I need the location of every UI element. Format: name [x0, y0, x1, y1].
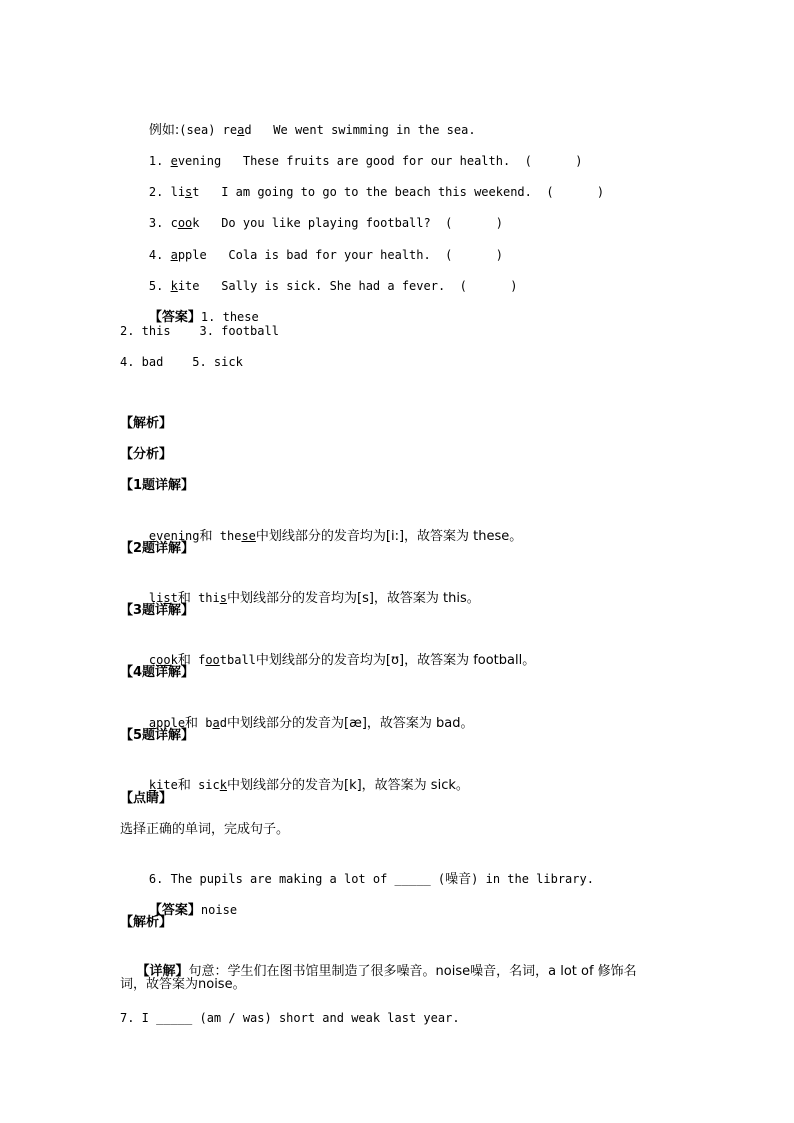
- detail-5-title: 【5题详解】: [120, 728, 195, 743]
- answer-label: 【答案】: [148, 903, 201, 918]
- example-sentence: We went swimming in the sea.: [273, 123, 476, 137]
- q6-answer: 【答案】noise: [148, 903, 238, 918]
- q6-analysis-heading: 【解析】: [120, 915, 173, 930]
- dianjing-text: 选择正确的单词，完成句子。: [120, 822, 290, 837]
- answer-paren: ( ): [459, 279, 518, 293]
- question-2: 2. list I am going to go to the beach this weekend. ( ): [148, 185, 605, 199]
- detail-4-text: apple和 bad中划线部分的发音为[æ]，故答案为 bad。: [148, 716, 474, 731]
- example-paren-word: (sea): [179, 123, 216, 137]
- q6-detail-line-2: 词，故答案为noise。: [120, 977, 246, 992]
- detail-3-text: cook和 football中划线部分的发音均为[ʊ]，故答案为 football。: [148, 653, 536, 668]
- answer-paren: ( ): [445, 216, 503, 230]
- detail-1-text: evening和 these中划线部分的发音均为[i:]，故答案为 these。: [148, 529, 523, 544]
- example-prefix: 例如:: [148, 123, 180, 138]
- answer-paren: ( ): [546, 185, 605, 199]
- question-sentence: Do you like playing football?: [221, 216, 431, 230]
- question-7: 7. I _____ (am / was) short and weak last year.: [120, 1011, 460, 1025]
- answer-label: 【答案】: [148, 310, 201, 325]
- q6-detail-line-1: 【详解】句意：学生们在图书馆里制造了很多噪音。noise噪音，名词，a lot of 修饰名: [136, 964, 637, 979]
- detail-1-title: 【1题详解】: [120, 478, 195, 493]
- detail-5-text: kite和 sick中划线部分的发音为[k]，故答案为 sick。: [148, 778, 469, 793]
- question-4: 4. apple Cola is bad for your health. ( ): [148, 248, 503, 262]
- detail-2-title: 【2题详解】: [120, 541, 195, 556]
- question-1: 1. evening These fruits are good for our health. ( ): [148, 154, 583, 168]
- question-word: list: [170, 185, 200, 199]
- question-word: apple: [170, 248, 207, 262]
- answer-paren: ( ): [524, 154, 583, 168]
- analysis-heading: 【解析】: [120, 416, 173, 431]
- question-3: 3. cook Do you like playing football? ( ): [148, 216, 503, 230]
- answer-line-3: 4. bad 5. sick: [120, 355, 243, 369]
- question-sentence: These fruits are good for our health.: [242, 154, 511, 168]
- answer-paren: ( ): [445, 248, 503, 262]
- question-5: 5. kite Sally is sick. She had a fever. ( ): [148, 279, 518, 293]
- dianjing-heading: 【点睛】: [120, 791, 173, 806]
- question-word: kite: [170, 279, 200, 293]
- detail-3-title: 【3题详解】: [120, 603, 195, 618]
- question-sentence: I am going to go to the beach this weekend.: [221, 185, 532, 199]
- question-word: cook: [170, 216, 200, 230]
- question-sentence: Sally is sick. She had a fever.: [221, 279, 446, 293]
- detail-2-text: list和 this中划线部分的发音均为[s]，故答案为 this。: [148, 591, 480, 606]
- detail-4-title: 【4题详解】: [120, 665, 195, 680]
- question-sentence: Cola is bad for your health.: [228, 248, 431, 262]
- example-word: read: [222, 123, 252, 137]
- question-6: 6. The pupils are making a lot of _____ (噪音) in the library.: [148, 872, 594, 887]
- question-word: evening: [170, 154, 222, 168]
- answer-line-1: 【答案】1. these: [148, 310, 259, 325]
- fenxi-heading: 【分析】: [120, 447, 173, 462]
- answer-line-2: 2. this 3. football: [120, 324, 279, 338]
